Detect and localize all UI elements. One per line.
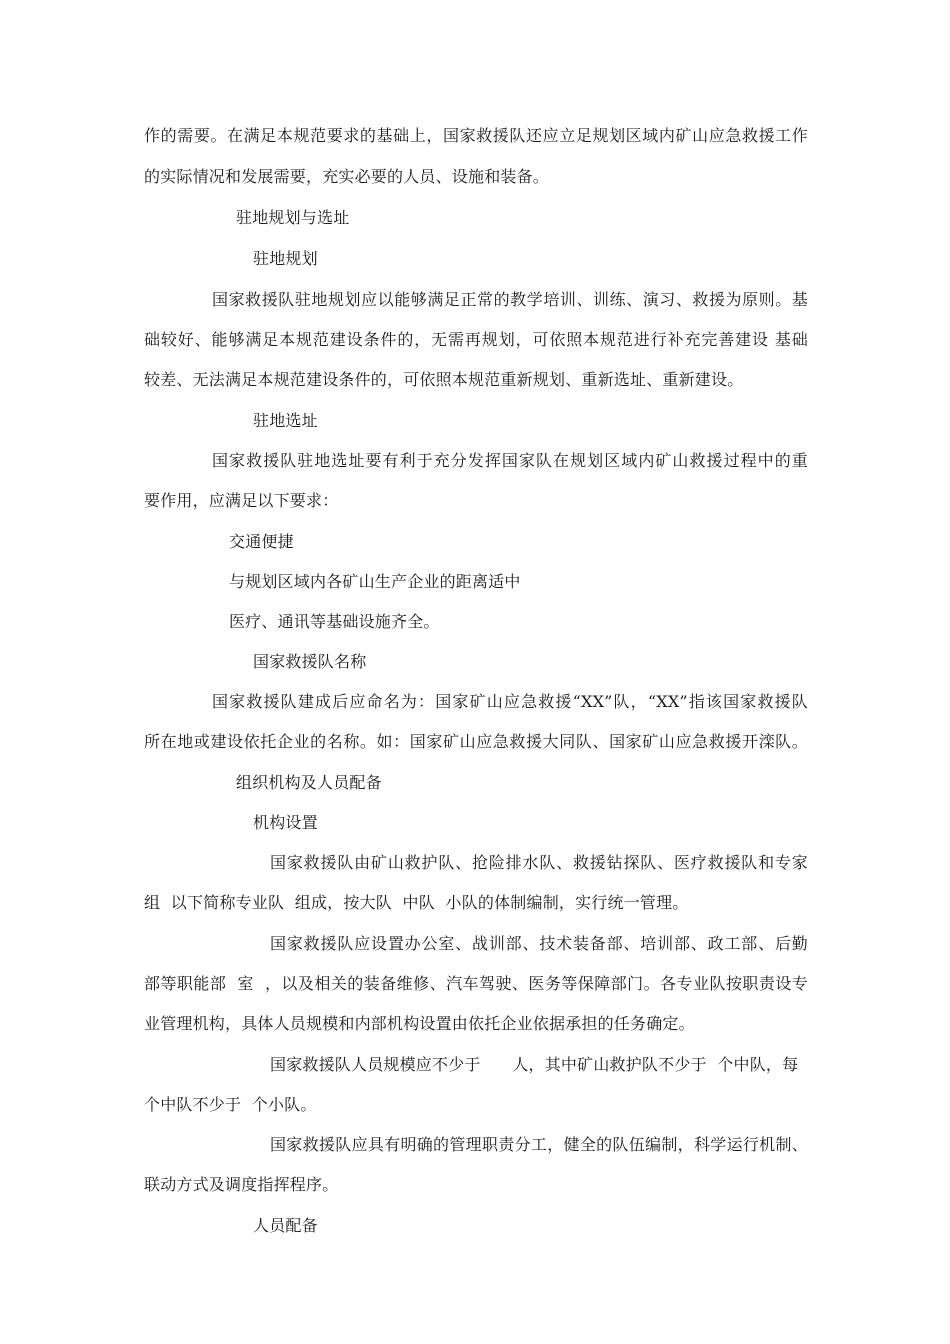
paragraph-line: 业管理机构，具体人员规模和内部机构设置由依托企业依据承担的任务确定。 bbox=[144, 1014, 695, 1033]
paragraph-line: 国家救援队应具有明确的管理职责分工，健全的队伍编制，科学运行机制、 bbox=[270, 1135, 808, 1154]
paragraph-line: 所在地或建设依托企业的名称。如：国家矿山应急救援大同队、国家矿山应急救援开滦队。 bbox=[144, 732, 808, 751]
paragraph-line: 较差、无法满足本规范建设条件的，可依照本规范重新规划、重新选址、重新建设。 bbox=[144, 370, 744, 389]
paragraph-line: 部等职能部 室 ，以及相关的装备维修、汽车驾驶、医务等保障部门。各专业队按职责设专 bbox=[144, 974, 808, 993]
list-item: 交通便捷 bbox=[229, 532, 294, 551]
subsection-heading: 驻地规划 bbox=[253, 249, 318, 268]
subsection-heading: 人员配备 bbox=[253, 1216, 318, 1235]
paragraph-line: 组 以下简称专业队 组成，按大队 中队 小队的体制编制，实行统一管理。 bbox=[144, 893, 689, 912]
paragraph-line: 作的需要。在满足本规范要求的基础上，国家救援队还应立足规划区域内矿山应急救援工作 bbox=[144, 126, 808, 145]
paragraph-line: 要作用，应满足以下要求： bbox=[144, 491, 339, 510]
paragraph-line: 联动方式及调度指挥程序。 bbox=[144, 1175, 339, 1194]
subsection-heading: 国家救援队名称 bbox=[253, 652, 367, 671]
paragraph-line: 国家救援队应设置办公室、战训部、技术装备部、培训部、政工部、后勤 bbox=[270, 934, 808, 953]
paragraph-line: 国家救援队驻地规划应以能够满足正常的教学培训、训练、演习、救援为原则。基 bbox=[212, 290, 808, 309]
section-heading: 组织机构及人员配备 bbox=[236, 773, 382, 792]
subsection-heading: 机构设置 bbox=[253, 813, 318, 832]
paragraph-line: 国家救援队人员规模应不少于 人，其中矿山救护队不少于 个中队，每 bbox=[270, 1055, 799, 1074]
paragraph-line: 国家救援队由矿山救护队、抢险排水队、救援钻探队、医疗救援队和专家 bbox=[270, 853, 808, 872]
list-item: 医疗、通讯等基础设施齐全。 bbox=[229, 612, 440, 631]
paragraph-line: 的实际情况和发展需要，充实必要的人员、设施和装备。 bbox=[144, 167, 550, 186]
subsection-heading: 驻地选址 bbox=[253, 411, 318, 430]
section-heading: 驻地规划与选址 bbox=[236, 208, 350, 227]
paragraph-line: 国家救援队驻地选址要有利于充分发挥国家队在规划区域内矿山救援过程中的重 bbox=[212, 451, 808, 470]
paragraph-line: 个中队不少于 个小队。 bbox=[144, 1095, 317, 1114]
paragraph-line: 础较好、能够满足本规范建设条件的，无需再规划，可依照本规范进行补充完善建设 基础 bbox=[144, 330, 808, 349]
paragraph-line: 国家救援队建成后应命名为：国家矿山应急救援“XX”队，“XX”指该国家救援队 bbox=[212, 692, 808, 711]
list-item: 与规划区域内各矿山生产企业的距离适中 bbox=[229, 572, 521, 591]
